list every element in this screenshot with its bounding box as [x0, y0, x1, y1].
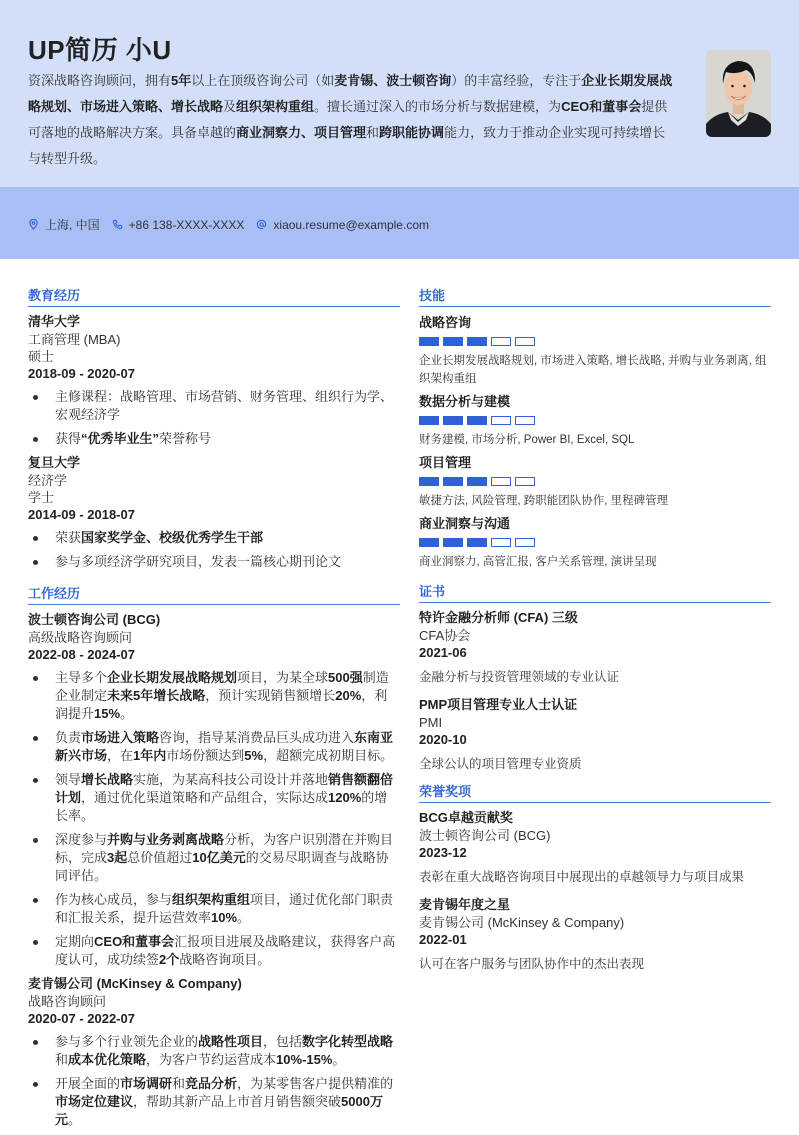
- skill-level-bar: [419, 477, 771, 486]
- skill-bar-empty: [515, 337, 535, 346]
- company-name: 波士顿咨询公司 (BCG): [28, 612, 161, 627]
- skill-detail: 商业洞察力, 高管汇报, 客户关系管理, 演讲呈现: [419, 556, 657, 568]
- skill-bar-filled: [467, 337, 487, 346]
- skill-item: [419, 514, 771, 571]
- skill-bar-filled: [443, 416, 463, 425]
- skill-bar-filled: [419, 337, 439, 346]
- email-text[interactable]: xiaou.resume@example.com: [273, 217, 429, 232]
- award-issuer: 麦肯锡公司 (McKinsey & Company): [419, 915, 625, 930]
- resume-header: [0, 0, 799, 187]
- certificate-issuer: PMI: [419, 715, 443, 730]
- avatar-photo: [706, 50, 771, 137]
- award-name: BCG卓越贡献奖: [419, 810, 513, 825]
- section-title-skills: 技能: [419, 287, 771, 307]
- certificate-date: 2021-06: [419, 645, 467, 660]
- work-entry: [28, 975, 400, 1129]
- skill-bar-empty: [491, 477, 511, 486]
- skill-bar-empty: [491, 538, 511, 547]
- certificate-issuer: CFA协会: [419, 628, 471, 643]
- skill-level-bar: [419, 337, 771, 346]
- major: 经济学: [28, 473, 68, 488]
- bullet-item: 获得“优秀毕业生”荣誉称号: [28, 430, 400, 448]
- award-entry: [419, 809, 771, 886]
- skill-bar-empty: [515, 538, 535, 547]
- education-list: [28, 313, 400, 571]
- contact-location: [28, 216, 100, 233]
- section-title-education: 教育经历: [28, 287, 400, 307]
- skill-bar-filled: [467, 416, 487, 425]
- skill-bar-empty: [515, 416, 535, 425]
- work-entry: [28, 611, 400, 969]
- skill-name: 商业洞察与沟通: [419, 516, 511, 531]
- company-name: 麦肯锡公司 (McKinsey & Company): [28, 976, 242, 991]
- job-role: 高级战略咨询顾问: [28, 630, 133, 645]
- phone-icon: [112, 219, 123, 230]
- date-range: 2014-09 - 2018-07: [28, 507, 135, 522]
- avatar-portrait-icon: [706, 50, 771, 137]
- contact-bar: [0, 187, 799, 259]
- skill-bar-filled: [443, 337, 463, 346]
- school-name: 复旦大学: [28, 455, 81, 470]
- skill-bar-filled: [443, 477, 463, 486]
- skill-bar-filled: [443, 538, 463, 547]
- left-column: [28, 287, 400, 1135]
- certificate-name: 特许金融分析师 (CFA) 三级: [419, 610, 578, 625]
- skill-level-bar: [419, 538, 771, 547]
- skill-detail: 敏捷方法, 风险管理, 跨职能团队协作, 里程碑管理: [419, 495, 669, 507]
- bullet-item: 领导增长战略实施，为某高科技公司设计并落地销售额翻倍计划，通过优化渠道策略和产品组合，实际达成120%的增长率。: [28, 771, 400, 825]
- bullet-list: [28, 1033, 400, 1129]
- skill-item: [419, 313, 771, 388]
- skill-bar-empty: [491, 416, 511, 425]
- degree: 学士: [28, 490, 55, 505]
- certificate-entry: [419, 609, 771, 686]
- certificate-name: PMP项目管理专业人士认证: [419, 697, 578, 712]
- bullet-item: 负责市场进入策略咨询，指导某消费品巨头成功进入东南亚新兴市场，在1年内市场份额达到5%，超额完成初期目标。: [28, 729, 400, 765]
- skill-bar-filled: [467, 477, 487, 486]
- section-title-certificates: 证书: [419, 583, 771, 603]
- award-date: 2022-01: [419, 932, 467, 947]
- award-name: 麦肯锡年度之星: [419, 897, 511, 912]
- major: 工商管理 (MBA): [28, 332, 121, 347]
- section-title-awards: 荣誉奖项: [419, 783, 771, 803]
- skill-detail: 财务建模, 市场分析, Power BI, Excel, SQL: [419, 434, 635, 446]
- bullet-item: 深度参与并购与业务剥离战略分析，为客户识别潜在并购目标，完成3起总价值超过10亿美元的交易尽职调查与战略协同评估。: [28, 831, 400, 885]
- section-title-work: 工作经历: [28, 585, 400, 605]
- skill-item: [419, 453, 771, 510]
- skill-bar-filled: [419, 416, 439, 425]
- skill-detail: 企业长期发展战略规划, 市场进入策略, 增长战略, 并购与业务剥离, 组织架构重组: [419, 355, 767, 385]
- degree: 硕士: [28, 349, 55, 364]
- education-entry: [28, 454, 400, 571]
- location-pin-icon: [28, 219, 39, 230]
- skill-bar-filled: [419, 538, 439, 547]
- skill-name: 战略咨询: [419, 315, 472, 330]
- skill-bar-empty: [491, 337, 511, 346]
- contact-phone[interactable]: [112, 218, 245, 232]
- bullet-list: [28, 669, 400, 969]
- email-at-icon: [256, 219, 267, 230]
- award-issuer: 波士顿咨询公司 (BCG): [419, 828, 551, 843]
- date-range: 2022-08 - 2024-07: [28, 647, 135, 662]
- award-description: 认可在客户服务与团队协作中的杰出表现: [419, 957, 645, 971]
- right-column: [419, 287, 771, 979]
- certificate-entry: [419, 696, 771, 773]
- award-date: 2023-12: [419, 845, 467, 860]
- bullet-item: 开展全面的市场调研和竞品分析，为某零售客户提供精准的市场定位建议，帮助其新产品上市首月销售额突破5000万元。: [28, 1075, 400, 1129]
- skill-bar-filled: [467, 538, 487, 547]
- job-role: 战略咨询顾问: [28, 994, 107, 1009]
- award-description: 表彰在重大战略咨询项目中展现出的卓越领导力与项目成果: [419, 870, 745, 884]
- school-name: 清华大学: [28, 314, 81, 329]
- bullet-item: 荣获国家奖学金、校级优秀学生干部: [28, 529, 400, 547]
- award-entry: [419, 896, 771, 973]
- certificate-date: 2020-10: [419, 732, 467, 747]
- bullet-list: [28, 388, 400, 448]
- bullet-item: 作为核心成员，参与组织架构重组项目，通过优化部门职责和汇报关系，提升运营效率10%。: [28, 891, 400, 927]
- contact-email[interactable]: [256, 218, 429, 232]
- profile-summary: 资深战略咨询顾问，拥有5年以上在顶级咨询公司（如麦肯锡、波士顿咨询）的丰富经验，专注于企业长期发展战略规划、市场进入策略、增长战略及组织架构重组。擅长通过深入的市场分析与数据建模，为CEO和董事会提供可落地的战略解决方案。具备卓越的商业洞察力、项目管理和跨职能协调能力，致力于推动企业实现可持续增长与转型升级。: [28, 73, 673, 166]
- date-range: 2018-09 - 2020-07: [28, 366, 135, 381]
- certificate-description: 金融分析与投资管理领域的专业认证: [419, 670, 620, 684]
- candidate-name: UP简历 小U: [28, 35, 172, 65]
- phone-text[interactable]: +86 138-XXXX-XXXX: [128, 217, 245, 232]
- date-range: 2020-07 - 2022-07: [28, 1011, 135, 1026]
- bullet-item: 定期向CEO和董事会汇报项目进展及战略建议，获得客户高度认可，成功续签2个战略咨询项目。: [28, 933, 400, 969]
- bullet-item: 主修课程：战略管理、市场营销、财务管理、组织行为学、宏观经济学: [28, 388, 400, 424]
- skill-item: [419, 392, 771, 449]
- skill-name: 项目管理: [419, 455, 472, 470]
- education-entry: [28, 313, 400, 448]
- skill-level-bar: [419, 416, 771, 425]
- skill-name: 数据分析与建模: [419, 394, 511, 409]
- certificate-description: 全球公认的项目管理专业资质: [419, 757, 582, 771]
- skill-bar-empty: [515, 477, 535, 486]
- location-text: 上海, 中国: [45, 218, 100, 232]
- bullet-list: [28, 529, 400, 571]
- bullet-item: 参与多项经济学研究项目，发表一篇核心期刊论文: [28, 553, 400, 571]
- skill-bar-filled: [419, 477, 439, 486]
- bullet-item: 主导多个企业长期发展战略规划项目，为某全球500强制造企业制定未来5年增长战略，预计实现销售额增长20%，利润提升15%。: [28, 669, 400, 723]
- bullet-item: 参与多个行业领先企业的战略性项目，包括数字化转型战略和成本优化策略，为客户节约运营成本10%-15%。: [28, 1033, 400, 1069]
